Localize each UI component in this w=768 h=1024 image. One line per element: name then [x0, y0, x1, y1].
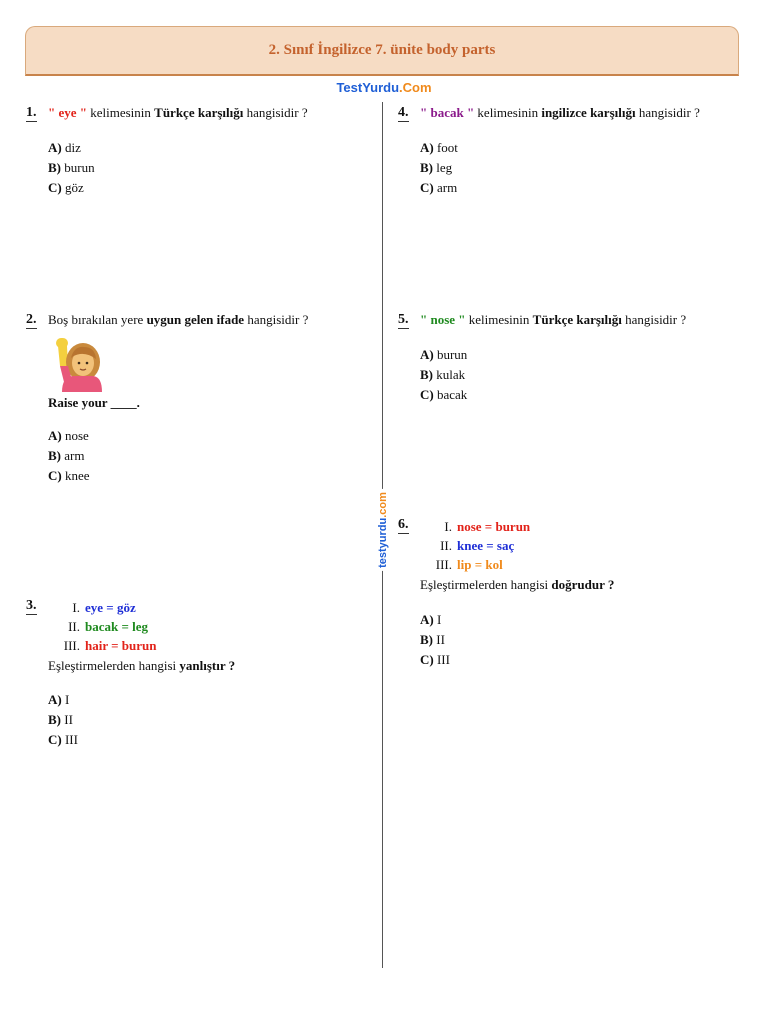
option-text: foot	[433, 140, 458, 155]
pair-text: bacak = leg	[85, 619, 149, 634]
option-letter: A)	[48, 692, 62, 707]
option-text: göz	[61, 180, 84, 195]
pair-text: knee = saç	[457, 538, 515, 553]
option-letter: C)	[420, 180, 434, 195]
option-c[interactable]	[420, 650, 450, 670]
option-text: diz	[61, 140, 81, 155]
option-text: burun	[61, 160, 95, 175]
option-text: leg	[433, 160, 453, 175]
option-letter: B)	[48, 160, 61, 175]
option-letter: C)	[420, 652, 434, 667]
question-bold: yanlıştır ?	[179, 658, 236, 673]
question-bold: uygun gelen ifade	[146, 312, 245, 327]
option-letter: B)	[48, 712, 61, 727]
vertical-watermark	[377, 489, 389, 571]
question-keyword: " bacak "	[420, 105, 475, 120]
question-mid: kelimesinin	[465, 312, 533, 327]
question-keyword: " nose "	[420, 312, 466, 327]
option-c[interactable]	[420, 385, 467, 405]
fill-blank-sentence	[48, 395, 140, 411]
pair-item	[418, 536, 530, 555]
question-pre: Eşleştirmelerden hangisi	[420, 577, 552, 592]
option-b[interactable]	[420, 630, 450, 650]
option-c[interactable]	[48, 466, 90, 486]
option-b[interactable]	[420, 158, 458, 178]
question-text	[420, 312, 686, 328]
question-bold: Türkçe karşılığı	[154, 105, 244, 120]
option-text: nose	[61, 428, 89, 443]
pair-roman: I.	[444, 519, 452, 534]
option-a[interactable]	[48, 690, 78, 710]
pair-item	[46, 598, 156, 617]
question-post: hangisidir ?	[244, 312, 309, 327]
question-post: hangisidir ?	[621, 312, 687, 327]
question-text	[48, 312, 308, 328]
pairs-list	[418, 517, 530, 574]
pair-text: lip = kol	[457, 557, 503, 572]
question-number: 6.	[398, 517, 409, 532]
person-raising-hand-icon	[50, 336, 106, 394]
question-text	[420, 577, 614, 593]
option-text: I	[61, 692, 70, 707]
option-letter: C)	[48, 180, 62, 195]
option-letter: B)	[420, 160, 433, 175]
option-a[interactable]	[48, 138, 95, 158]
options-list	[48, 690, 78, 750]
option-b[interactable]	[48, 158, 95, 178]
question-keyword: " eye "	[48, 105, 87, 120]
option-text: arm	[61, 448, 85, 463]
question-bold: Türkçe karşılığı	[532, 312, 622, 327]
pair-roman: II.	[440, 538, 452, 553]
sentence-text: Raise your ____.	[48, 395, 140, 410]
option-text: knee	[61, 468, 90, 483]
options-list	[420, 345, 467, 405]
page-title: 2. Sınıf İngilizce 7. ünite body parts	[268, 42, 496, 58]
brand-part1: TestYurdu	[336, 80, 400, 95]
option-a[interactable]	[48, 426, 90, 446]
option-b[interactable]	[48, 710, 78, 730]
option-text: kulak	[433, 367, 466, 382]
question-mid: kelimesinin	[86, 105, 155, 120]
brand-part2: .Com	[399, 80, 432, 95]
pair-roman: III.	[63, 638, 80, 653]
question-pre: Boş bırakılan yere	[48, 312, 147, 327]
option-a[interactable]	[420, 610, 450, 630]
question-pre: Eşleştirmelerden hangisi	[48, 658, 180, 673]
options-list	[48, 138, 95, 198]
option-letter: A)	[420, 612, 434, 627]
page-header	[25, 26, 739, 76]
question-bold: doğrudur ?	[551, 577, 615, 592]
watermark-part1: testyurdu	[377, 517, 389, 568]
question-number: 4.	[398, 105, 409, 120]
pair-text: hair = burun	[85, 638, 157, 653]
option-c[interactable]	[420, 178, 458, 198]
option-text: arm	[433, 180, 458, 195]
question-post: hangisidir ?	[243, 105, 308, 120]
option-letter: B)	[420, 367, 433, 382]
option-letter: A)	[420, 347, 434, 362]
option-c[interactable]	[48, 730, 78, 750]
question-number: 5.	[398, 312, 409, 327]
option-a[interactable]	[420, 138, 458, 158]
pair-text: eye = göz	[85, 600, 136, 615]
brand-logo	[0, 80, 768, 95]
option-a[interactable]	[420, 345, 467, 365]
pair-roman: I.	[72, 600, 80, 615]
question-post: hangisidir ?	[635, 105, 700, 120]
option-letter: B)	[420, 632, 433, 647]
option-text: burun	[433, 347, 468, 362]
pair-item	[418, 555, 530, 574]
question-text	[48, 658, 235, 674]
option-text: bacak	[433, 387, 468, 402]
pair-item	[46, 617, 156, 636]
option-c[interactable]	[48, 178, 95, 198]
question-bold: ingilizce karşılığı	[541, 105, 636, 120]
pair-roman: III.	[435, 557, 452, 572]
option-letter: C)	[420, 387, 434, 402]
option-letter: A)	[420, 140, 434, 155]
option-letter: B)	[48, 448, 61, 463]
option-text: II	[61, 712, 73, 727]
question-number: 2.	[26, 312, 37, 327]
option-b[interactable]	[48, 446, 90, 466]
question-number: 1.	[26, 105, 37, 120]
options-list	[420, 138, 458, 198]
pair-text: nose = burun	[457, 519, 531, 534]
option-b[interactable]	[420, 365, 467, 385]
question-number: 3.	[26, 598, 37, 613]
question-text	[48, 105, 308, 121]
pair-roman: II.	[68, 619, 80, 634]
option-letter: C)	[48, 468, 62, 483]
option-text: III	[61, 732, 78, 747]
option-text: I	[433, 612, 442, 627]
option-text: II	[433, 632, 445, 647]
watermark-part2: .com	[377, 492, 389, 518]
option-letter: A)	[48, 428, 62, 443]
pair-item	[418, 517, 530, 536]
option-letter: C)	[48, 732, 62, 747]
options-list	[420, 610, 450, 670]
question-mid: kelimesinin	[474, 105, 542, 120]
question-text	[420, 105, 700, 121]
option-text: III	[433, 652, 450, 667]
pairs-list	[46, 598, 156, 655]
options-list	[48, 426, 90, 486]
option-letter: A)	[48, 140, 62, 155]
pair-item	[46, 636, 156, 655]
